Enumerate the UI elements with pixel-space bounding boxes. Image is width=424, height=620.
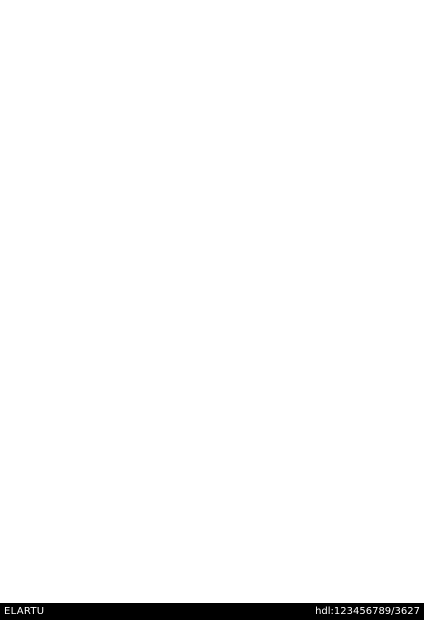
paragraph: [32, 85, 392, 91]
paragraph: [32, 112, 392, 118]
paragraph: [32, 72, 392, 78]
paragraph: [32, 44, 392, 50]
paragraph: [32, 293, 392, 299]
paragraph: [32, 256, 392, 262]
paragraph: [32, 206, 392, 212]
paragraph: [32, 126, 392, 132]
footer-brand: ELARTU: [4, 606, 45, 617]
paragraph: [32, 327, 392, 333]
document-body: [32, 24, 392, 333]
formula: [58, 186, 178, 202]
paragraph: [32, 313, 392, 319]
paragraph: [32, 58, 392, 64]
paragraph: [32, 106, 392, 112]
formula-block: [58, 222, 392, 240]
paragraph: [32, 78, 392, 84]
paragraph: [32, 92, 392, 98]
paragraph: [32, 51, 392, 57]
formula: [58, 149, 178, 165]
paragraph: [32, 213, 392, 219]
paragraph: [32, 243, 392, 249]
formula-block: [58, 265, 392, 283]
paragraph: [32, 31, 392, 37]
paragraph: [32, 38, 392, 44]
paragraph: [32, 24, 392, 30]
footer-handle: hdl:123456789/3627: [315, 606, 420, 617]
formula: [58, 223, 178, 239]
paragraph: [32, 140, 392, 146]
paragraph: [32, 65, 392, 71]
paragraph: [32, 99, 392, 105]
footer-bar: [0, 603, 424, 620]
paragraph: [32, 306, 392, 312]
paragraph: [32, 286, 392, 292]
formula-block: [58, 148, 392, 166]
paragraph: [32, 119, 392, 125]
paragraph: [32, 300, 392, 306]
formula-block: [58, 185, 392, 203]
paragraph: [32, 249, 392, 255]
formula: [58, 266, 178, 282]
paragraph: [32, 320, 392, 326]
paragraph: [32, 176, 392, 182]
paragraph: [32, 169, 392, 175]
paragraph: [32, 133, 392, 139]
